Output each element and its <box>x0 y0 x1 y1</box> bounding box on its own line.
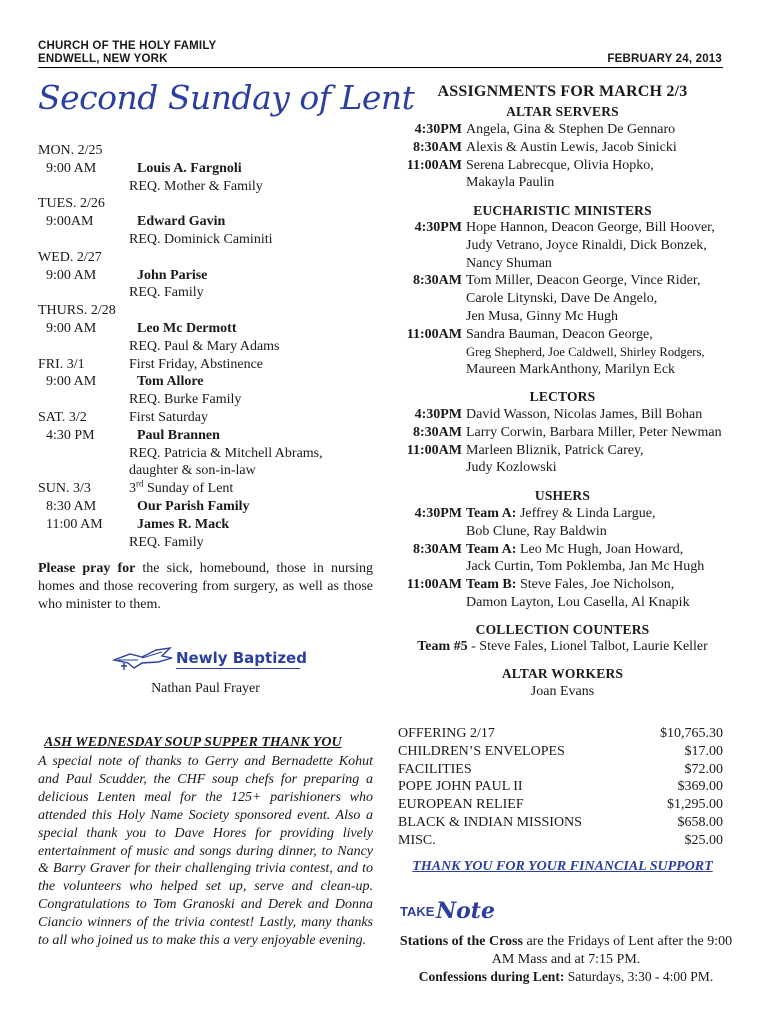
schedule-day: SAT. 3/2 <box>38 409 87 425</box>
newly-baptized-label: Newly Baptized <box>176 649 307 667</box>
mass-time: 11:00AM <box>406 326 462 342</box>
parish-name: CHURCH OF THE HOLY FAMILY <box>38 40 217 52</box>
schedule-time <box>38 391 129 409</box>
assignment-names <box>466 576 735 594</box>
schedule-text <box>137 213 378 231</box>
prayer-text: the sick, homebound, those in nursing homes and those recovering from surgery, as well as those who minister to them. <box>38 561 373 612</box>
assignment-row <box>390 523 735 541</box>
schedule-text-main: daughter & son-in-law <box>129 463 256 479</box>
assignment-row <box>390 442 735 460</box>
schedule-time <box>38 534 129 552</box>
offering-amount: $369.00 <box>677 779 723 795</box>
offering-label: CHILDREN’S ENVELOPES <box>398 743 565 759</box>
schedule-text <box>129 142 378 160</box>
assignment-names <box>466 523 735 541</box>
assignment-row <box>390 308 735 326</box>
schedule-row <box>38 462 378 480</box>
schedule-text-main: First Friday, Abstinence <box>129 356 264 372</box>
schedule-text <box>129 284 378 302</box>
schedule-text <box>137 373 378 391</box>
lectors-heading: LECTORS <box>529 389 596 404</box>
assignment-row <box>390 344 735 362</box>
schedule-text-main: First Saturday <box>129 409 208 425</box>
schedule-row <box>38 409 378 427</box>
names-text: Tom Miller, Deacon George, Vince Rider, <box>466 273 701 289</box>
schedule-time <box>38 462 129 480</box>
schedule-text <box>137 267 378 285</box>
schedule-row <box>38 445 378 463</box>
team-label: Team A: <box>466 506 517 521</box>
schedule-row <box>38 534 378 552</box>
confessions-note <box>396 969 736 985</box>
schedule-time: 8:30 AM <box>46 498 97 514</box>
assignment-names <box>466 237 735 255</box>
schedule-text-main: Tom Allore <box>137 374 204 390</box>
mass-schedule <box>38 142 378 551</box>
names-text: Hope Hannon, Deacon George, Bill Hoover, <box>466 220 715 235</box>
confessions-text: Saturdays, 3:30 - 4:00 PM. <box>564 969 714 984</box>
assignment-row <box>390 541 735 559</box>
assignment-names <box>466 290 735 308</box>
assignment-row <box>390 139 735 157</box>
assignment-names <box>466 272 735 290</box>
offering-amount: $25.00 <box>684 832 723 848</box>
page-title: Second Sunday of Lent <box>38 78 415 117</box>
names-text: Angela, Gina & Stephen De Gennaro <box>466 122 676 137</box>
schedule-day: SUN. 3/3 <box>38 481 91 497</box>
altar-workers-heading: ALTAR WORKERS <box>501 666 624 681</box>
assignment-names <box>466 594 735 612</box>
schedule-text-main: Our Parish Family <box>137 498 250 514</box>
names-text: Jack Curtin, Tom Poklemba, Jan Mc Hugh <box>466 559 705 575</box>
offering-amount: $1,295.00 <box>667 797 723 813</box>
confessions-lead: Confessions during Lent: <box>418 969 565 984</box>
schedule-text <box>129 480 378 498</box>
assignment-names <box>466 308 735 326</box>
baptized-name: Nathan Paul Frayer <box>151 681 260 696</box>
assignment-row <box>390 326 735 344</box>
schedule-row <box>38 195 378 213</box>
stations-text: are the Fridays of Lent after the 9:00 AM Mass and at 7:15 PM. <box>491 934 733 967</box>
schedule-text-main: REQ. Family <box>129 285 204 301</box>
schedule-text <box>137 427 378 445</box>
schedule-ordinal: rd <box>136 478 144 489</box>
schedule-time: 9:00AM <box>46 214 94 230</box>
assignment-row <box>390 290 735 308</box>
schedule-text-main: Leo Mc Dermott <box>137 320 237 336</box>
names-text: Maureen MarkAnthony, Marilyn Eck <box>466 362 676 378</box>
assignment-names <box>466 174 735 192</box>
schedule-text-rest: Sunday of Lent <box>143 481 234 497</box>
eucharistic-heading: EUCHARISTIC MINISTERS <box>473 203 652 218</box>
banner-underline <box>176 668 300 669</box>
take-note-take: TAKE <box>400 904 435 919</box>
assignment-row <box>390 219 735 237</box>
schedule-time: 9:00 AM <box>46 374 97 390</box>
schedule-text-main: REQ. Family <box>129 534 204 550</box>
newly-baptized-banner <box>112 646 312 672</box>
schedule-text-main: John Parise <box>137 267 208 283</box>
schedule-text <box>129 409 378 427</box>
stations-note <box>396 933 736 969</box>
mass-time <box>390 308 466 326</box>
assignment-row <box>390 558 735 576</box>
names-text: Judy Kozlowski <box>466 460 557 476</box>
mass-time: 4:30PM <box>414 122 462 137</box>
schedule-text-main: REQ. Mother & Family <box>129 178 263 194</box>
schedule-text <box>129 391 378 409</box>
assignment-row <box>390 255 735 273</box>
schedule-time: 9:00 AM <box>46 267 97 283</box>
mass-time <box>390 344 466 362</box>
offering-amount: $72.00 <box>684 761 723 777</box>
mass-time: 8:30AM <box>413 139 462 155</box>
altar-workers-names: Joan Evans <box>530 684 595 699</box>
schedule-row <box>38 338 378 356</box>
schedule-text <box>137 160 378 178</box>
mass-time <box>390 255 466 273</box>
assignment-row <box>390 576 735 594</box>
schedule-text-main: Louis A. Fargnoli <box>137 160 242 176</box>
offering-row <box>398 778 723 796</box>
soup-supper-heading: ASH WEDNESDAY SOUP SUPPER THANK YOU <box>44 735 342 750</box>
schedule-row <box>38 160 378 178</box>
schedule-row <box>38 267 378 285</box>
schedule-row <box>38 302 378 320</box>
names-text: Makayla Paulin <box>466 175 555 191</box>
mass-time <box>390 174 466 192</box>
assignment-names <box>466 344 735 362</box>
names-text: Alexis & Austin Lewis, Jacob Sinicki <box>466 139 677 155</box>
assignment-names <box>466 121 735 139</box>
schedule-text <box>129 445 378 463</box>
schedule-row <box>38 427 378 445</box>
prayer-note <box>38 560 373 614</box>
mass-time: 8:30AM <box>413 273 462 289</box>
schedule-text <box>137 516 378 534</box>
offering-row <box>398 761 723 779</box>
schedule-row <box>38 284 378 302</box>
schedule-text <box>129 249 378 267</box>
ushers-heading: USHERS <box>534 488 591 503</box>
offering-row <box>398 743 723 761</box>
assignment-names <box>466 361 735 379</box>
assignment-row <box>390 406 735 424</box>
schedule-text-main: James R. Mack <box>137 516 230 532</box>
schedule-row <box>38 373 378 391</box>
schedule-text-main: REQ. Patricia & Mitchell Abrams, <box>129 445 323 461</box>
names-text: Nancy Shuman <box>466 255 552 271</box>
assignment-names <box>466 541 735 559</box>
offering-row <box>398 832 723 850</box>
mass-time: 8:30AM <box>413 424 462 440</box>
mass-time: 11:00AM <box>406 442 462 458</box>
assignment-names <box>466 424 735 442</box>
schedule-day: FRI. 3/1 <box>38 356 85 372</box>
names-text: Carole Litynski, Dave De Angelo, <box>466 291 658 307</box>
assignment-names <box>466 326 735 344</box>
assignment-names <box>466 255 735 273</box>
schedule-row <box>38 231 378 249</box>
names-text: Sandra Bauman, Deacon George, <box>466 326 653 342</box>
offering-label: EUROPEAN RELIEF <box>398 797 524 813</box>
assignment-row <box>390 237 735 255</box>
take-note-logo <box>400 898 500 926</box>
schedule-text-main: REQ. Dominick Caminiti <box>129 231 273 247</box>
parish-header <box>38 40 216 66</box>
assignment-names <box>466 459 735 477</box>
offering-amount: $10,765.30 <box>660 726 723 741</box>
offering-amount: $17.00 <box>684 743 723 759</box>
header-rule <box>38 67 723 68</box>
assignments-title: ASSIGNMENTS FOR MARCH 2/3 <box>437 83 688 100</box>
schedule-text <box>129 356 378 374</box>
schedule-time: 4:30 PM <box>46 427 95 443</box>
team-label: Team A: <box>466 541 517 557</box>
schedule-text <box>137 498 378 516</box>
schedule-row <box>38 356 378 374</box>
schedule-row <box>38 213 378 231</box>
names-text: Greg Shepherd, Joe Caldwell, Shirley Rodgers, <box>466 344 705 359</box>
altar-servers-list <box>390 121 735 192</box>
assignment-names <box>466 157 735 175</box>
offering-label: BLACK & INDIAN MISSIONS <box>398 814 582 830</box>
parish-location: ENDWELL, NEW YORK <box>38 53 168 65</box>
mass-time <box>390 459 466 477</box>
assignment-row <box>390 594 735 612</box>
offering-table <box>398 725 723 850</box>
mass-time <box>390 361 466 379</box>
mass-time: 4:30PM <box>414 220 462 235</box>
assignment-row <box>390 272 735 290</box>
assignment-row <box>390 505 735 523</box>
eucharistic-list <box>390 219 735 379</box>
schedule-text <box>137 320 378 338</box>
mass-time <box>390 594 466 612</box>
schedule-time <box>38 231 129 249</box>
mass-time <box>390 558 466 576</box>
assignment-names <box>466 406 735 424</box>
mass-time: 4:30PM <box>414 407 462 422</box>
schedule-day: TUES. 2/26 <box>38 196 105 212</box>
lectors-list <box>390 406 735 477</box>
names-text: Judy Vetrano, Joyce Rinaldi, Dick Bonzek, <box>466 237 707 253</box>
schedule-time <box>38 338 129 356</box>
assignment-row <box>390 424 735 442</box>
names-text: Marleen Bliznik, Patrick Carey, <box>466 442 644 458</box>
schedule-day: MON. 2/25 <box>38 143 103 158</box>
assignment-names <box>466 442 735 460</box>
assignment-row <box>390 174 735 192</box>
assignment-row <box>390 157 735 175</box>
collection-counters-line <box>390 639 735 655</box>
offering-label: FACILITIES <box>398 761 472 777</box>
schedule-text <box>129 462 378 480</box>
counters-team: Team #5 <box>417 639 468 654</box>
assignment-names <box>466 505 735 523</box>
dove-icon <box>112 646 176 672</box>
schedule-text <box>129 534 378 552</box>
soup-supper-body: A special note of thanks to Gerry and Bernadette Kohut and Paul Scudder, the CHF soup chefs for preparing a delicious Lenten meal for the 125+ parishioners who attended this Holy Name Society sponsored event. Also a special thank you to Dave Hores for providing lively entertainment of music and songs during dinner, to Nancy & Barry Graver for their challenging trivia contest, and to the volunteers who helped set up, serve and clean-up. Congratulations to Tom Granoski and Derek and Donna Ciancio winners of the trivia contest! Lastly, many thanks to all who joined us to make this a very enjoyable evening. <box>38 754 373 949</box>
mass-time <box>390 290 466 308</box>
schedule-row <box>38 480 378 498</box>
schedule-text-main: Edward Gavin <box>137 214 226 230</box>
mass-time: 8:30AM <box>413 541 462 557</box>
offering-amount: $658.00 <box>677 814 723 830</box>
schedule-row <box>38 320 378 338</box>
schedule-day: THURS. 2/28 <box>38 303 116 319</box>
offering-row <box>398 725 723 743</box>
schedule-text-main: 3 <box>129 481 136 497</box>
mass-time: 11:00AM <box>406 157 462 173</box>
schedule-text <box>129 302 378 320</box>
stations-lead: Stations of the Cross <box>399 934 523 949</box>
prayer-lead: Please pray for <box>38 561 136 576</box>
assignment-row <box>390 361 735 379</box>
names-text: Jen Musa, Ginny Mc Hugh <box>466 308 619 324</box>
names-text: Leo Mc Hugh, Joan Howard, <box>516 541 684 557</box>
schedule-text-main: Paul Brannen <box>137 427 220 443</box>
assignment-row <box>390 121 735 139</box>
schedule-text <box>129 338 378 356</box>
schedule-time: 9:00 AM <box>46 320 97 336</box>
offering-label: MISC. <box>398 832 436 848</box>
schedule-row <box>38 142 378 160</box>
schedule-time: 11:00 AM <box>46 516 103 532</box>
mass-time: 4:30PM <box>414 506 462 521</box>
names-text: Larry Corwin, Barbara Miller, Peter Newman <box>466 424 722 440</box>
schedule-time <box>38 284 129 302</box>
schedule-text <box>129 178 378 196</box>
schedule-text-main: REQ. Paul & Mary Adams <box>129 338 280 354</box>
ushers-list <box>390 505 735 612</box>
schedule-row <box>38 498 378 516</box>
schedule-row <box>38 516 378 534</box>
schedule-time <box>38 178 129 196</box>
bulletin-date: FEBRUARY 24, 2013 <box>607 53 722 65</box>
mass-time <box>390 523 466 541</box>
offering-row <box>398 796 723 814</box>
names-text: David Wasson, Nicolas James, Bill Bohan <box>466 407 703 422</box>
assignment-names <box>466 219 735 237</box>
collection-counters-heading: COLLECTION COUNTERS <box>475 622 650 637</box>
schedule-row <box>38 178 378 196</box>
names-text: Bob Clune, Ray Baldwin <box>466 523 607 539</box>
schedule-row <box>38 391 378 409</box>
offering-label: OFFERING 2/17 <box>398 726 495 741</box>
names-text: Damon Layton, Lou Casella, Al Knapik <box>466 594 690 610</box>
team-label: Team B: <box>466 577 517 593</box>
schedule-text <box>129 195 378 213</box>
assignment-names <box>466 558 735 576</box>
schedule-text <box>129 231 378 249</box>
assignment-names <box>466 139 735 157</box>
schedule-time <box>38 445 129 463</box>
offering-label: POPE JOHN PAUL II <box>398 779 523 795</box>
take-note-note: Note <box>436 898 495 924</box>
names-text: Steve Fales, Joe Nicholson, <box>516 577 675 593</box>
assignment-row <box>390 459 735 477</box>
names-text: Jeffrey & Linda Largue, <box>516 506 656 521</box>
names-text: Serena Labrecque, Olivia Hopko, <box>466 157 654 173</box>
schedule-time: 9:00 AM <box>46 160 97 176</box>
counters-names: - Steve Fales, Lionel Talbot, Laurie Keller <box>467 639 708 654</box>
schedule-day: WED. 2/27 <box>38 249 102 265</box>
offering-row <box>398 814 723 832</box>
thanks-note: THANK YOU FOR YOUR FINANCIAL SUPPORT <box>412 859 713 874</box>
schedule-row <box>38 249 378 267</box>
schedule-text-main: REQ. Burke Family <box>129 392 242 408</box>
mass-time: 11:00AM <box>406 577 462 593</box>
mass-time <box>390 237 466 255</box>
altar-servers-heading: ALTAR SERVERS <box>506 104 619 119</box>
